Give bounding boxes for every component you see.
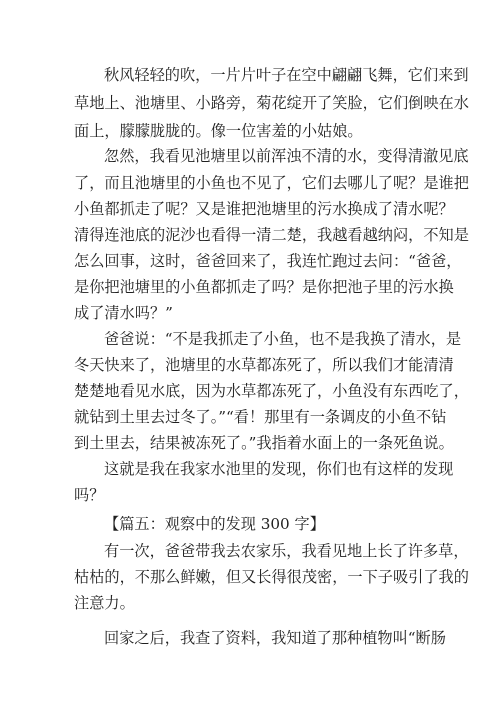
- text-line: 是你把池塘里的小鱼都抓走了吗？是你把池子里的污水换: [74, 278, 454, 296]
- text-line: 成了清水吗？”: [74, 304, 173, 322]
- text-line: 面上，朦朦胧胧的。像一位害羞的小姑娘。: [74, 122, 363, 140]
- text-line: 注意力。: [74, 594, 135, 612]
- text-line: 怎么回事，这时，爸爸回来了，我连忙跑过去问：“爸爸，: [74, 252, 462, 270]
- text-line: 秋风轻轻的吹，一片片叶子在空中翩翩飞舞，它们来到: [104, 66, 469, 84]
- text-line: 草地上、池塘里、小路旁，菊花绽开了笑脸，它们倒映在水: [74, 94, 469, 112]
- text-line: 有一次，爸爸带我去农家乐，我看见地上长了许多草，: [104, 542, 469, 560]
- text-line: 了，而且池塘里的小鱼也不见了，它们去哪儿了呢？是谁把: [74, 174, 469, 192]
- text-line: 回家之后，我查了资料，我知道了那种植物叫“断肠: [104, 629, 446, 647]
- text-line: 爸爸说：“不是我抓走了小鱼，也不是我换了清水，是: [104, 330, 462, 348]
- section-heading: 【篇五：观察中的发现 300 字】: [104, 515, 325, 533]
- text-line: 吗？: [74, 486, 105, 504]
- text-line: 小鱼都抓走了呢？又是谁把池塘里的污水换成了清水呢？: [74, 200, 454, 218]
- text-line: 忽然，我看见池塘里以前浑浊不清的水，变得清澈见底: [104, 147, 469, 165]
- text-line: 枯枯的，不那么鲜嫩，但又长得很茂密，一下子吸引了我的: [74, 568, 469, 586]
- text-line: 冬天快来了，池塘里的水草都冻死了，所以我们才能清清: [74, 356, 454, 374]
- text-line: 这就是我在我家水池里的发现，你们也有这样的发现: [104, 460, 454, 478]
- text-line: 清得连池底的泥沙也看得一清二楚，我越看越纳闷，不知是: [74, 226, 469, 244]
- text-line: 到土里去，结果被冻死了。”我指着水面上的一条死鱼说。: [74, 434, 454, 452]
- text-line: 楚楚地看见水底，因为水草都冻死了，小鱼没有东西吃了，: [74, 382, 469, 400]
- text-line: 就钻到土里去过冬了。”“看！那里有一条调皮的小鱼不钻: [74, 408, 447, 426]
